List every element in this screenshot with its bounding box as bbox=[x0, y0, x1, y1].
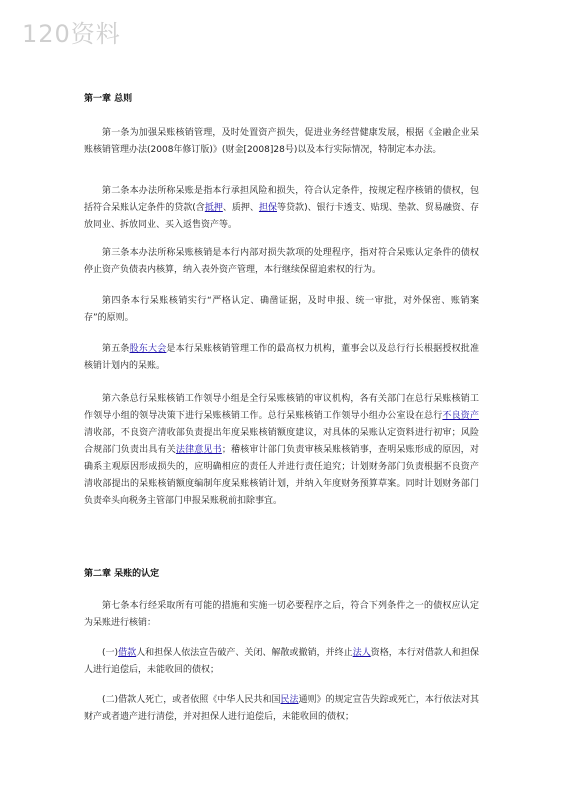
clause-2-text: (二)借款人死亡，或者依照《中华人民共和国 bbox=[102, 695, 281, 705]
link-mortgage[interactable]: 抵押 bbox=[204, 203, 223, 213]
article-6-text: 第六条总行呆账核销工作领导小组是全行呆账核销的审议机构，各有关部门在总行呆账核销工作领导小组的领导决策下进行呆账核销工作。总行呆账核销工作领导小组办公室设在总行 bbox=[84, 394, 479, 421]
link-borrowing[interactable]: 借款 bbox=[118, 648, 137, 658]
clause-1 bbox=[84, 645, 479, 679]
article-1: 第一条为加强呆账核销管理，及时处置资产损失，促进业务经营健康发展，根据《金融企业呆账核销管理办法(2008年修订版)》(财金[2008]28号)以及本行实际情况，特制定本办法。 bbox=[84, 128, 479, 155]
article-6-text: 清收部，不良资产清收部负责提出年度呆账核销额度建议，对具体的呆账认定资料进行初审；风险合规部门负责出具有关 bbox=[84, 428, 479, 455]
article-2-text: 、质押、 bbox=[222, 203, 259, 213]
chapter-2-heading: 第二章 呆账的认定 bbox=[84, 569, 160, 579]
link-legal-person[interactable]: 法人 bbox=[352, 648, 371, 658]
link-legal-opinion[interactable]: 法律意见书 bbox=[175, 445, 222, 455]
article-2 bbox=[84, 183, 479, 234]
clause-1-text: 资格，本行对借款人和担保人进行追偿后，未能收回的债权； bbox=[84, 648, 479, 675]
article-6-text: ；稽核审计部门负责审核呆账核销事，查明呆账形成的原因，对确系主观原因形成损失的，应明确相应的责任人并进行责任追究；计划财务部门负责根据不良资产清收部提出的呆账核销额度编制年度呆账核销计划，并纳入年度财务预算草案。同时计划财务部门负责牵头向税务主管部门申报呆账税前扣除事宜。 bbox=[84, 445, 479, 506]
clause-2 bbox=[84, 692, 479, 726]
clause-1-text: 人和担保人依法宣告破产、关闭、解散或撤销，并终止 bbox=[136, 648, 353, 658]
link-guarantee[interactable]: 担保 bbox=[258, 203, 277, 213]
article-5-text: 是本行呆账核销管理工作的最高权力机构，董事会以及总行行长根据授权批准核销计划内的呆账。 bbox=[84, 344, 479, 371]
article-3: 第三条本办法所称呆账核销是本行内部对损失款项的处理程序，指对符合呆账认定条件的债权停止资产负债表内核算，纳入表外资产管理，本行继续保留追索权的行为。 bbox=[84, 248, 479, 275]
link-civil-law[interactable]: 民法 bbox=[280, 695, 299, 705]
chapter-1-heading: 第一章 总则 bbox=[84, 94, 133, 104]
clause-1-text: (一) bbox=[102, 648, 119, 658]
article-5 bbox=[84, 341, 479, 375]
article-2-text: 第二条本办法所称呆账是指本行承担风险和损失，符合认定条件，按规定程序核销的债权，包括符合呆账认定条件的贷款(含 bbox=[84, 186, 479, 213]
link-nonperforming-assets[interactable]: 不良资产 bbox=[442, 411, 479, 421]
article-2-text: 等贷款)、银行卡透支、贴现、垫款、贸易融资、存放同业、拆放同业、买入返售资产等。 bbox=[84, 203, 479, 230]
article-5-text: 第五条 bbox=[102, 344, 130, 354]
link-shareholders-meeting[interactable]: 股东大会 bbox=[129, 344, 167, 354]
clause-2-text: 通则》的规定宣告失踪或死亡，本行依法对其财产或者遗产进行清偿，并对担保人进行追偿后，未能收回的债权； bbox=[84, 695, 479, 722]
article-6 bbox=[84, 391, 479, 510]
article-7: 第七条本行经采取所有可能的措施和实施一切必要程序之后，符合下列条件之一的债权应认定为呆账进行核销： bbox=[84, 601, 479, 628]
article-4: 第四条本行呆账核销实行“严格认定、确凿证据，及时申报、统一审批，对外保密、账销案存”的原则。 bbox=[84, 296, 479, 323]
watermark-logo: 120资料 bbox=[22, 20, 121, 48]
